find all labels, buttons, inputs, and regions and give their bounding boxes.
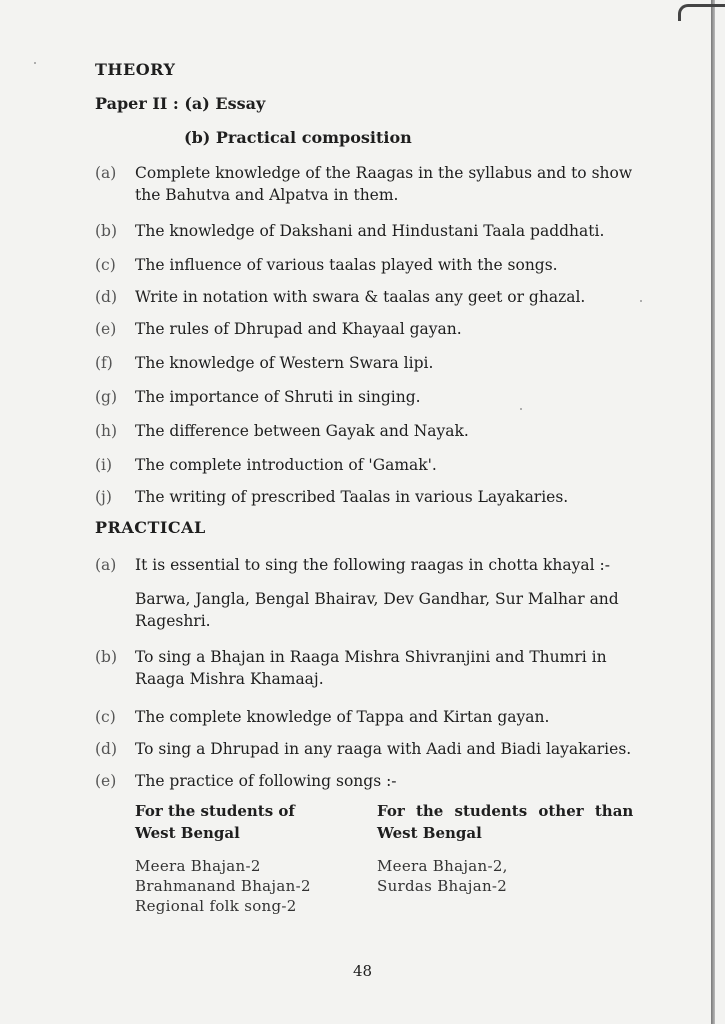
column-heading: West Bengal [377, 824, 482, 842]
theory-heading: THEORY [95, 60, 176, 79]
item-marker: (c) [95, 708, 116, 726]
other-students-column [377, 800, 677, 896]
page-edge-shadow [711, 0, 715, 1024]
item-text: The influence of various taalas played with the songs. [135, 256, 558, 274]
item-marker: (h) [95, 422, 118, 440]
item-text: The complete introduction of 'Gamak'. [135, 456, 437, 474]
item-text: To sing a Bhajan in Raaga Mishra Shivranjini and Thumri in [135, 648, 607, 666]
item-text: To sing a Dhrupad in any raaga with Aadi and Biadi layakaries. [135, 740, 632, 758]
item-text: Complete knowledge of the Raagas in the syllabus and to show [135, 164, 633, 182]
item-marker: (i) [95, 456, 113, 474]
column-heading: For the students other than [377, 802, 634, 820]
raaga-list [135, 588, 675, 632]
song-item: Meera Bhajan-2, [377, 857, 508, 875]
item-marker: (c) [95, 256, 116, 274]
paper-composition-label: (b) Practical composition [184, 128, 412, 147]
item-text: The importance of Shruti in singing. [135, 388, 421, 406]
item-marker: (a) [95, 164, 117, 182]
song-item: Regional folk song-2 [135, 897, 297, 915]
paper-essay-label: Paper II : (a) Essay [95, 94, 266, 113]
item-text-continued: the Bahutva and Alpatva in them. [135, 186, 399, 204]
raaga-list-line: Barwa, Jangla, Bengal Bhairav, Dev Gandhar, Sur Malhar and [135, 590, 619, 608]
item-marker: (j) [95, 488, 112, 506]
item-marker: (d) [95, 288, 118, 306]
item-marker: (g) [95, 388, 118, 406]
item-text: The practice of following songs :- [135, 772, 397, 790]
item-marker: (e) [95, 772, 117, 790]
raaga-list-line: Rageshri. [135, 612, 211, 630]
item-text: The writing of prescribed Taalas in various Layakaries. [135, 488, 569, 506]
item-text: The rules of Dhrupad and Khayaal gayan. [135, 320, 462, 338]
item-marker: (b) [95, 648, 118, 666]
item-text: Write in notation with swara & taalas any geet or ghazal. [135, 288, 586, 306]
song-item: Surdas Bhajan-2 [377, 877, 508, 895]
item-text-continued: Raaga Mishra Khamaaj. [135, 670, 324, 688]
item-text: The knowledge of Western Swara lipi. [135, 354, 434, 372]
page-number: 48 [352, 962, 373, 980]
scan-speck [34, 62, 36, 64]
item-text: The difference between Gayak and Nayak. [135, 422, 469, 440]
item-text: The complete knowledge of Tappa and Kirtan gayan. [135, 708, 550, 726]
item-marker: (a) [95, 556, 117, 574]
item-marker: (d) [95, 740, 118, 758]
item-marker: (f) [95, 354, 113, 372]
west-bengal-column [135, 800, 355, 916]
item-text: It is essential to sing the following raagas in chotta khayal :- [135, 556, 610, 574]
item-text: The knowledge of Dakshani and Hindustani Taala paddhati. [135, 222, 605, 240]
practical-heading: PRACTICAL [95, 518, 206, 537]
item-marker: (e) [95, 320, 117, 338]
song-item: Meera Bhajan-2 [135, 857, 261, 875]
song-item: Brahmanand Bhajan-2 [135, 877, 311, 895]
page-corner-curl [678, 4, 725, 21]
column-heading: For the students of [135, 802, 295, 820]
scan-speck [520, 408, 522, 410]
item-marker: (b) [95, 222, 118, 240]
column-heading: West Bengal [135, 824, 240, 842]
